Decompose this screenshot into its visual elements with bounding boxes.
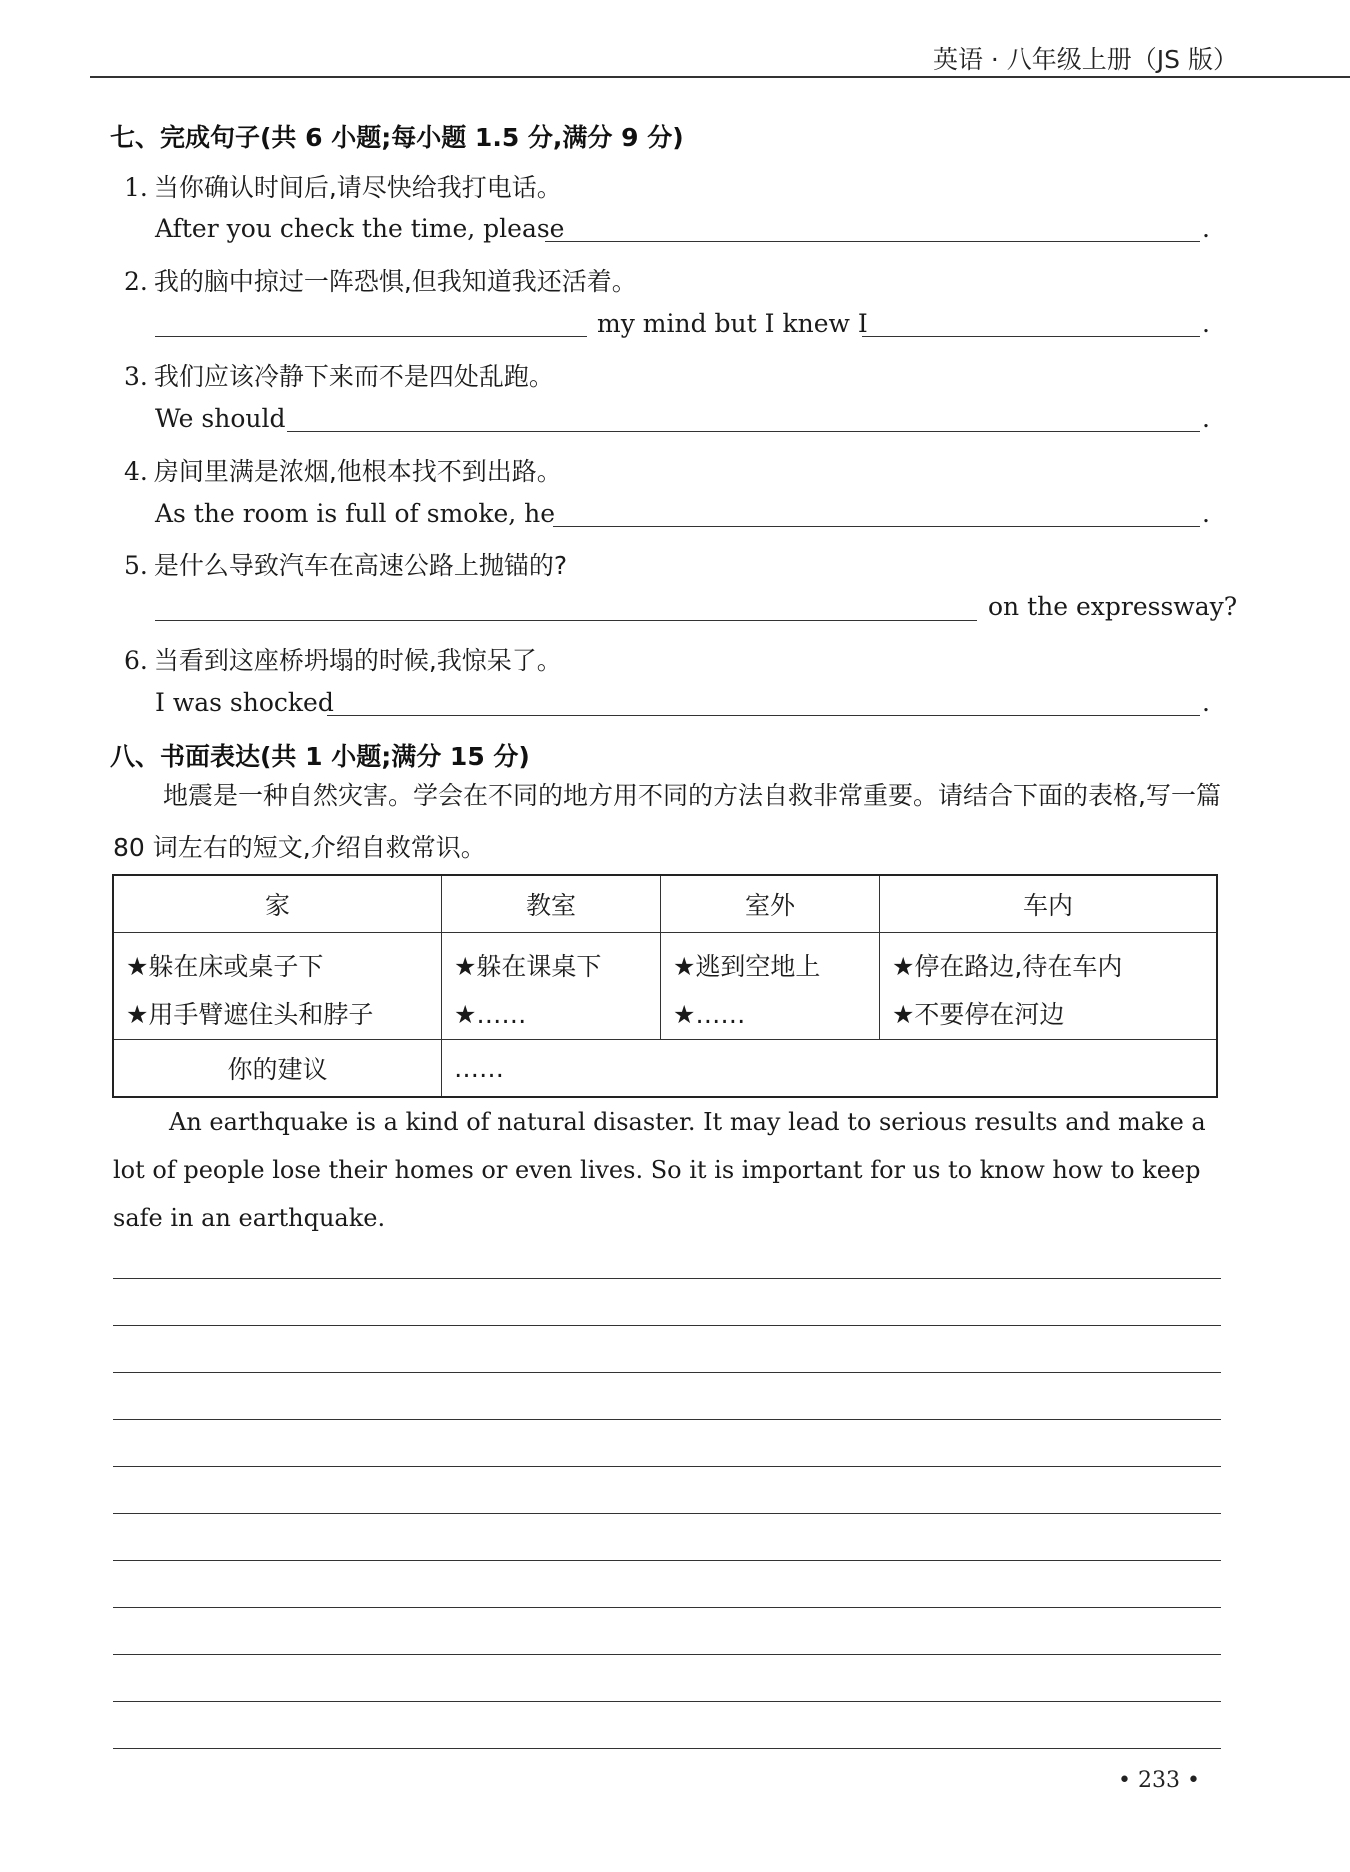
question-number: 3.	[124, 362, 148, 391]
period: .	[1202, 214, 1210, 243]
cell-home	[113, 933, 442, 1040]
table-row	[113, 933, 1217, 1040]
table-header-row	[113, 875, 1217, 933]
answer-blank-2b[interactable]	[862, 336, 1200, 337]
period: .	[1202, 688, 1210, 717]
header-home: 家	[113, 875, 442, 933]
writing-line[interactable]	[113, 1513, 1221, 1514]
header-classroom: 教室	[442, 875, 661, 933]
question-number: 6.	[124, 646, 148, 675]
section-8-title: 八、书面表达(共 1 小题;满分 15 分)	[110, 742, 530, 771]
writing-instructions: 地震是一种自然灾害。学会在不同的地方用不同的方法自救非常重要。请结合下面的表格,写一篇 80 词左右的短文,介绍自救常识。	[113, 781, 1221, 862]
tip-item: ★……	[454, 1000, 527, 1029]
question-text: 我们应该冷静下来而不是四处乱跑。	[153, 362, 554, 391]
cell-classroom	[442, 933, 661, 1040]
tip-item: ★躲在课桌下	[454, 952, 602, 981]
period: .	[1202, 309, 1210, 338]
question-3-prompt	[124, 357, 554, 393]
period: .	[1202, 404, 1210, 433]
tip-item: ★不要停在河边	[892, 1000, 1065, 1029]
tip-item: ★逃到空地上	[673, 952, 821, 981]
answer-blank-6[interactable]	[327, 715, 1200, 716]
writing-line[interactable]	[113, 1654, 1221, 1655]
question-1-english: After you check the time, please	[155, 214, 565, 243]
question-text: 当看到这座桥坍塌的时候,我惊呆了。	[153, 646, 562, 675]
tip-item: ★停在路边,待在车内	[892, 952, 1123, 981]
section-7-title: 七、完成句子(共 6 小题;每小题 1.5 分,满分 9 分)	[110, 123, 684, 152]
answer-blank-2a[interactable]	[155, 336, 587, 337]
writing-line[interactable]	[113, 1560, 1221, 1561]
writing-line[interactable]	[113, 1372, 1221, 1373]
question-text: 我的脑中掠过一阵恐惧,但我知道我还活着。	[153, 267, 637, 296]
header-outdoors: 室外	[661, 875, 880, 933]
question-5-english: on the expressway?	[988, 592, 1238, 621]
header-in-car: 车内	[880, 875, 1218, 933]
writing-line[interactable]	[113, 1701, 1221, 1702]
question-2-english: my mind but I knew I	[597, 309, 868, 338]
answer-blank-3[interactable]	[287, 431, 1200, 432]
question-4-english: As the room is full of smoke, he	[155, 499, 556, 528]
header-divider	[90, 76, 1350, 78]
question-5-prompt	[124, 546, 567, 582]
page-header	[0, 0, 1350, 80]
question-4-prompt	[124, 452, 562, 488]
suggestion-value: ……	[442, 1040, 1218, 1098]
question-3-english: We should	[155, 404, 286, 433]
question-number: 4.	[124, 457, 148, 486]
question-text: 房间里满是浓烟,他根本找不到出路。	[153, 457, 562, 486]
writing-line[interactable]	[113, 1748, 1221, 1749]
question-number: 5.	[124, 551, 148, 580]
tip-item: ★……	[673, 1000, 746, 1029]
essay-opening: An earthquake is a kind of natural disaster. It may lead to serious results and make a lot of people lose their homes or even lives. So it is important for us to know how to keep safe in an earthquake.	[113, 1108, 1206, 1232]
suggestion-label: 你的建议	[113, 1040, 442, 1098]
question-number: 1.	[124, 173, 148, 202]
question-1-prompt	[124, 168, 562, 204]
table-row-suggestion	[113, 1040, 1217, 1098]
question-text: 是什么导致汽车在高速公路上抛锚的?	[153, 551, 568, 580]
cell-in-car	[880, 933, 1218, 1040]
question-6-prompt	[124, 641, 562, 677]
self-rescue-table	[112, 874, 1218, 1098]
writing-line[interactable]	[113, 1278, 1221, 1279]
tip-item: ★用手臂遮住头和脖子	[126, 1000, 374, 1029]
tip-item: ★躲在床或桌子下	[126, 952, 324, 981]
page-number: • 233 •	[1118, 1768, 1200, 1793]
answer-blank-4[interactable]	[553, 526, 1200, 527]
writing-line[interactable]	[113, 1419, 1221, 1420]
cell-outdoors	[661, 933, 880, 1040]
question-6-english: I was shocked	[155, 688, 334, 717]
writing-line[interactable]	[113, 1607, 1221, 1608]
answer-blank-1[interactable]	[545, 241, 1200, 242]
answer-blank-5[interactable]	[155, 620, 977, 621]
question-text: 当你确认时间后,请尽快给我打电话。	[153, 173, 562, 202]
writing-line[interactable]	[113, 1466, 1221, 1467]
question-2-prompt	[124, 262, 637, 298]
period: .	[1202, 499, 1210, 528]
writing-line[interactable]	[113, 1325, 1221, 1326]
book-title: 英语 · 八年级上册（JS 版）	[932, 45, 1238, 74]
question-number: 2.	[124, 267, 148, 296]
